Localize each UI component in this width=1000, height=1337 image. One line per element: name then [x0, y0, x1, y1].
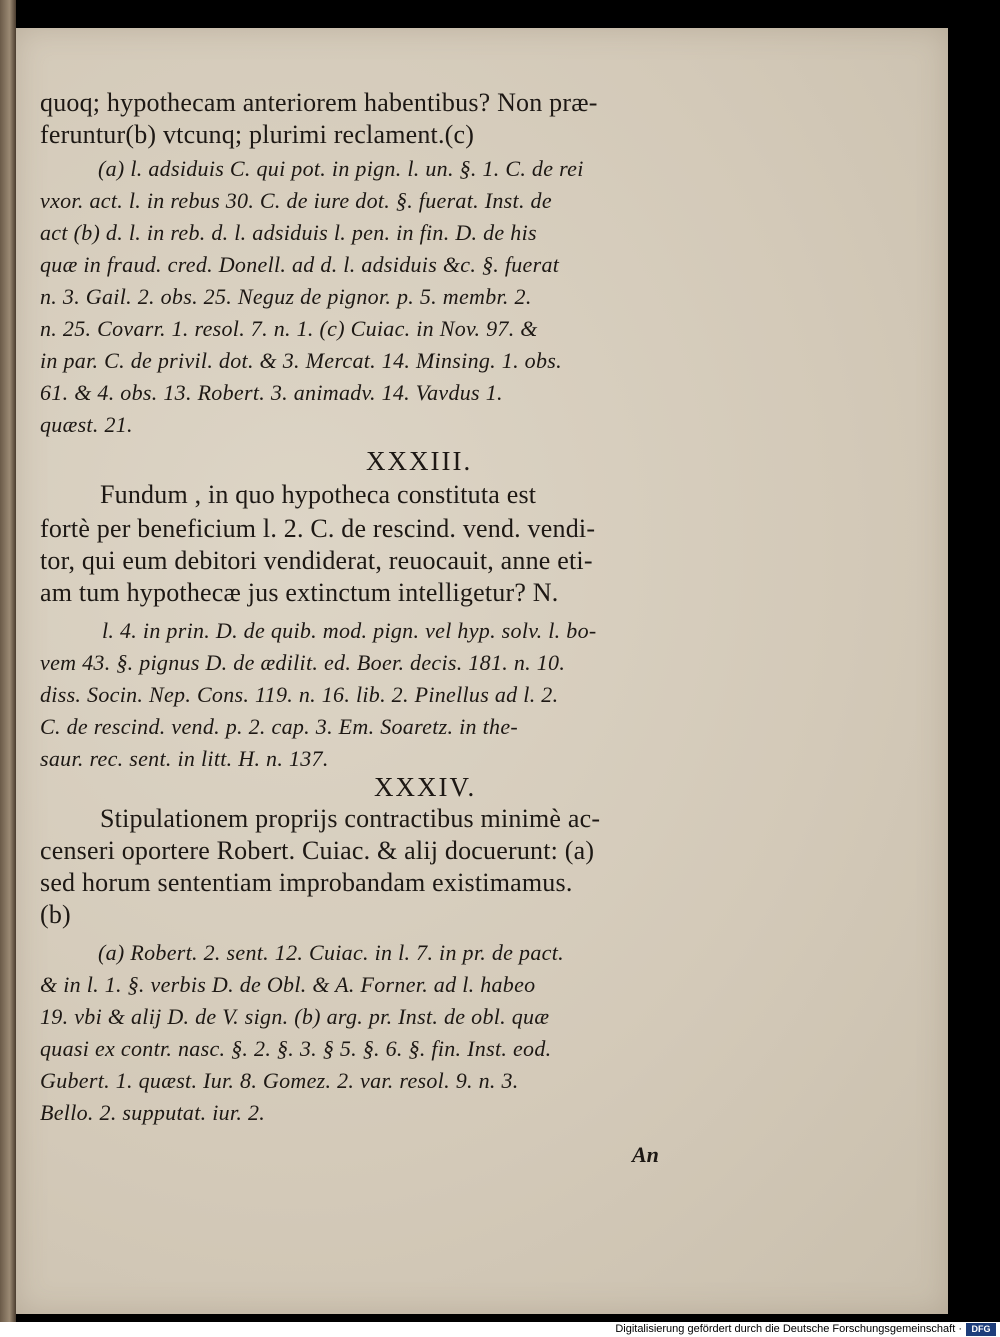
dfg-logo-icon: DFG: [966, 1323, 996, 1336]
text-line: sed horum sententiam improbandam existimamus.: [40, 868, 573, 897]
text-line: quoq; hypothecam anteriorem habentibus? Non præ-: [40, 88, 598, 117]
note-line: quasi ex contr. nasc. §. 2. §. 3. § 5. §. 6. §. fin. Inst. eod.: [40, 1036, 552, 1061]
note-line: vem 43. §. pignus D. de ædilit. ed. Boer. decis. 181. n. 10.: [40, 650, 566, 675]
note-line: 19. vbi & alij D. de V. sign. (b) arg. pr. Inst. de obl. quæ: [40, 1004, 550, 1029]
text-line: censeri oportere Robert. Cuiac. & alij docuerunt: (a): [40, 836, 595, 865]
text-line: tor, qui eum debitori vendiderat, reuocauit, anne eti-: [40, 546, 593, 575]
note-line: saur. rec. sent. in litt. H. n. 137.: [40, 746, 329, 771]
note-line: n. 3. Gail. 2. obs. 25. Neguz de pignor. p. 5. membr. 2.: [40, 284, 532, 309]
note-line: act (b) d. l. in reb. d. l. adsiduis l. pen. in fin. D. de his: [40, 220, 537, 245]
section-heading: XXXIII.: [366, 446, 473, 476]
text-line: feruntur(b) vtcunq; plurimi reclament.(c): [40, 120, 475, 149]
footer-bar: [0, 1322, 1000, 1337]
note-line: in par. C. de privil. dot. & 3. Mercat. 14. Minsing. 1. obs.: [40, 348, 562, 373]
note-line: vxor. act. l. in rebus 30. C. de iure dot. §. fuerat. Inst. de: [40, 188, 552, 213]
footer-credit: Digitalisierung gefördert durch die Deutsche Forschungsgemeinschaft ·: [615, 1323, 962, 1335]
note-line: diss. Socin. Nep. Cons. 119. n. 16. lib. 2. Pinellus ad l. 2.: [40, 682, 559, 707]
note-line: quæ in fraud. cred. Donell. ad d. l. adsiduis &c. §. fuerat: [40, 252, 560, 277]
note-line: quæst. 21.: [40, 412, 133, 437]
note-line: C. de rescind. vend. p. 2. cap. 3. Em. Soaretz. in the-: [40, 714, 519, 739]
section-heading: XXXIV.: [374, 772, 477, 802]
note-line: 61. & 4. obs. 13. Robert. 3. animadv. 14. Vavdus 1.: [40, 380, 503, 405]
note-line: Bello. 2. supputat. iur. 2.: [40, 1100, 266, 1125]
text-line: (b): [40, 900, 71, 929]
note-line: (a) l. adsiduis C. qui pot. in pign. l. un. §. 1. C. de rei: [98, 156, 584, 181]
note-line: l. 4. in prin. D. de quib. mod. pign. vel hyp. solv. l. bo-: [102, 618, 597, 643]
note-line: (a) Robert. 2. sent. 12. Cuiac. in l. 7. in pr. de pact.: [98, 940, 564, 965]
catchword: An: [632, 1142, 659, 1167]
text-line: fortè per beneficium l. 2. C. de rescind. vend. vendi-: [40, 514, 596, 543]
note-line: Gubert. 1. quæst. Iur. 8. Gomez. 2. var. resol. 9. n. 3.: [40, 1068, 519, 1093]
text-line: am tum hypothecæ jus extinctum intelligetur? N.: [40, 578, 559, 607]
book-page: [16, 28, 948, 1314]
note-line: & in l. 1. §. verbis D. de Obl. & A. Forner. ad l. habeo: [40, 972, 536, 997]
book-spine-edge: [0, 0, 16, 1322]
note-line: n. 25. Covarr. 1. resol. 7. n. 1. (c) Cuiac. in Nov. 97. &: [40, 316, 538, 341]
text-line: Stipulationem proprijs contractibus minimè ac-: [100, 804, 601, 833]
text-line: Fundum , in quo hypotheca constituta est: [100, 480, 537, 509]
